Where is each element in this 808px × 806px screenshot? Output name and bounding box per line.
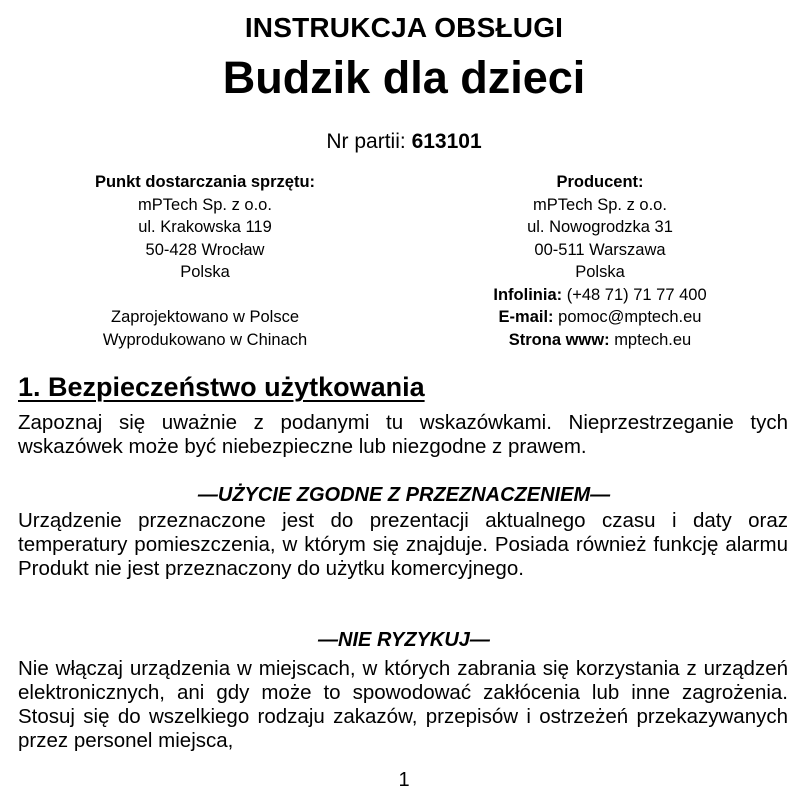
batch-number: 613101 xyxy=(411,130,482,153)
page-number: 1 xyxy=(398,769,410,791)
made-in: Wyprodukowano w Chinach xyxy=(102,330,308,349)
delivery-point-heading: Punkt dostarczania sprzętu: xyxy=(94,173,316,191)
www-label: Strona www: xyxy=(508,330,610,349)
producer-company: mPTech Sp. z o.o. xyxy=(533,195,667,214)
producer-block xyxy=(455,171,745,351)
batch-label: Nr partii: xyxy=(326,130,406,153)
producer-street: ul. Nowogrodzka 31 xyxy=(527,218,673,236)
delivery-country: Polska xyxy=(180,263,230,281)
email-value: pomoc@mptech.eu xyxy=(558,308,702,326)
producer-city: 00-511 Warszawa xyxy=(534,240,666,259)
hotline-label: Infolinia: xyxy=(493,285,563,304)
producer-country: Polska xyxy=(575,263,625,281)
no-risk-paragraph: Nie włączaj urządzenia w miejscach, w których zabrania się korzystania z urządzeń elektronicznych, ani gdy może to spowodować zakłócenia lub inne zagrożenia. Stosuj się do wszelkiego rodzaju zakazów, przepisów i ostrzeżeń przekazywanych przez personel miejsca, xyxy=(18,657,788,752)
intro-paragraph: Zapoznaj się uważnie z podanymi tu wskazówkami. Nieprzestrzeganie tych wskazówek może być niebezpieczne lub niezgodne z prawem. xyxy=(18,411,788,458)
subsection-heading-no-risk: —NIE RYZYKUJ— xyxy=(318,629,490,651)
www-value: mptech.eu xyxy=(614,330,692,349)
product-title: Budzik dla dzieci xyxy=(222,52,586,103)
delivery-point-block xyxy=(60,171,350,351)
hotline-line xyxy=(455,284,745,307)
delivery-company: mPTech Sp. z o.o. xyxy=(138,195,272,214)
intended-use-paragraph: Urządzenie przeznaczone jest do prezentacji aktualnego czasu i daty oraz temperatury pomieszczenia, w którym się znajduje. Posiada również funkcję alarmu Produkt nie jest przeznaczony do użytku komercyjnego. xyxy=(18,509,788,580)
spacer xyxy=(60,284,350,307)
email-label: E-mail: xyxy=(498,308,554,326)
delivery-street: ul. Krakowska 119 xyxy=(138,218,272,236)
designed-in: Zaprojektowano w Polsce xyxy=(110,308,299,326)
document-type-title: INSTRUKCJA OBSŁUGI xyxy=(244,12,564,43)
subsection-heading-intended-use: —UŻYCIE ZGODNE Z PRZEZNACZENIEM— xyxy=(197,484,611,506)
email-line xyxy=(455,306,745,329)
hotline-value: (+48 71) 71 77 400 xyxy=(566,285,707,304)
www-line xyxy=(455,329,745,352)
producer-heading: Producent: xyxy=(556,173,644,191)
section-heading: 1. Bezpieczeństwo użytkowania xyxy=(18,372,425,402)
batch-line xyxy=(0,130,808,154)
delivery-city: 50-428 Wrocław xyxy=(145,240,265,259)
